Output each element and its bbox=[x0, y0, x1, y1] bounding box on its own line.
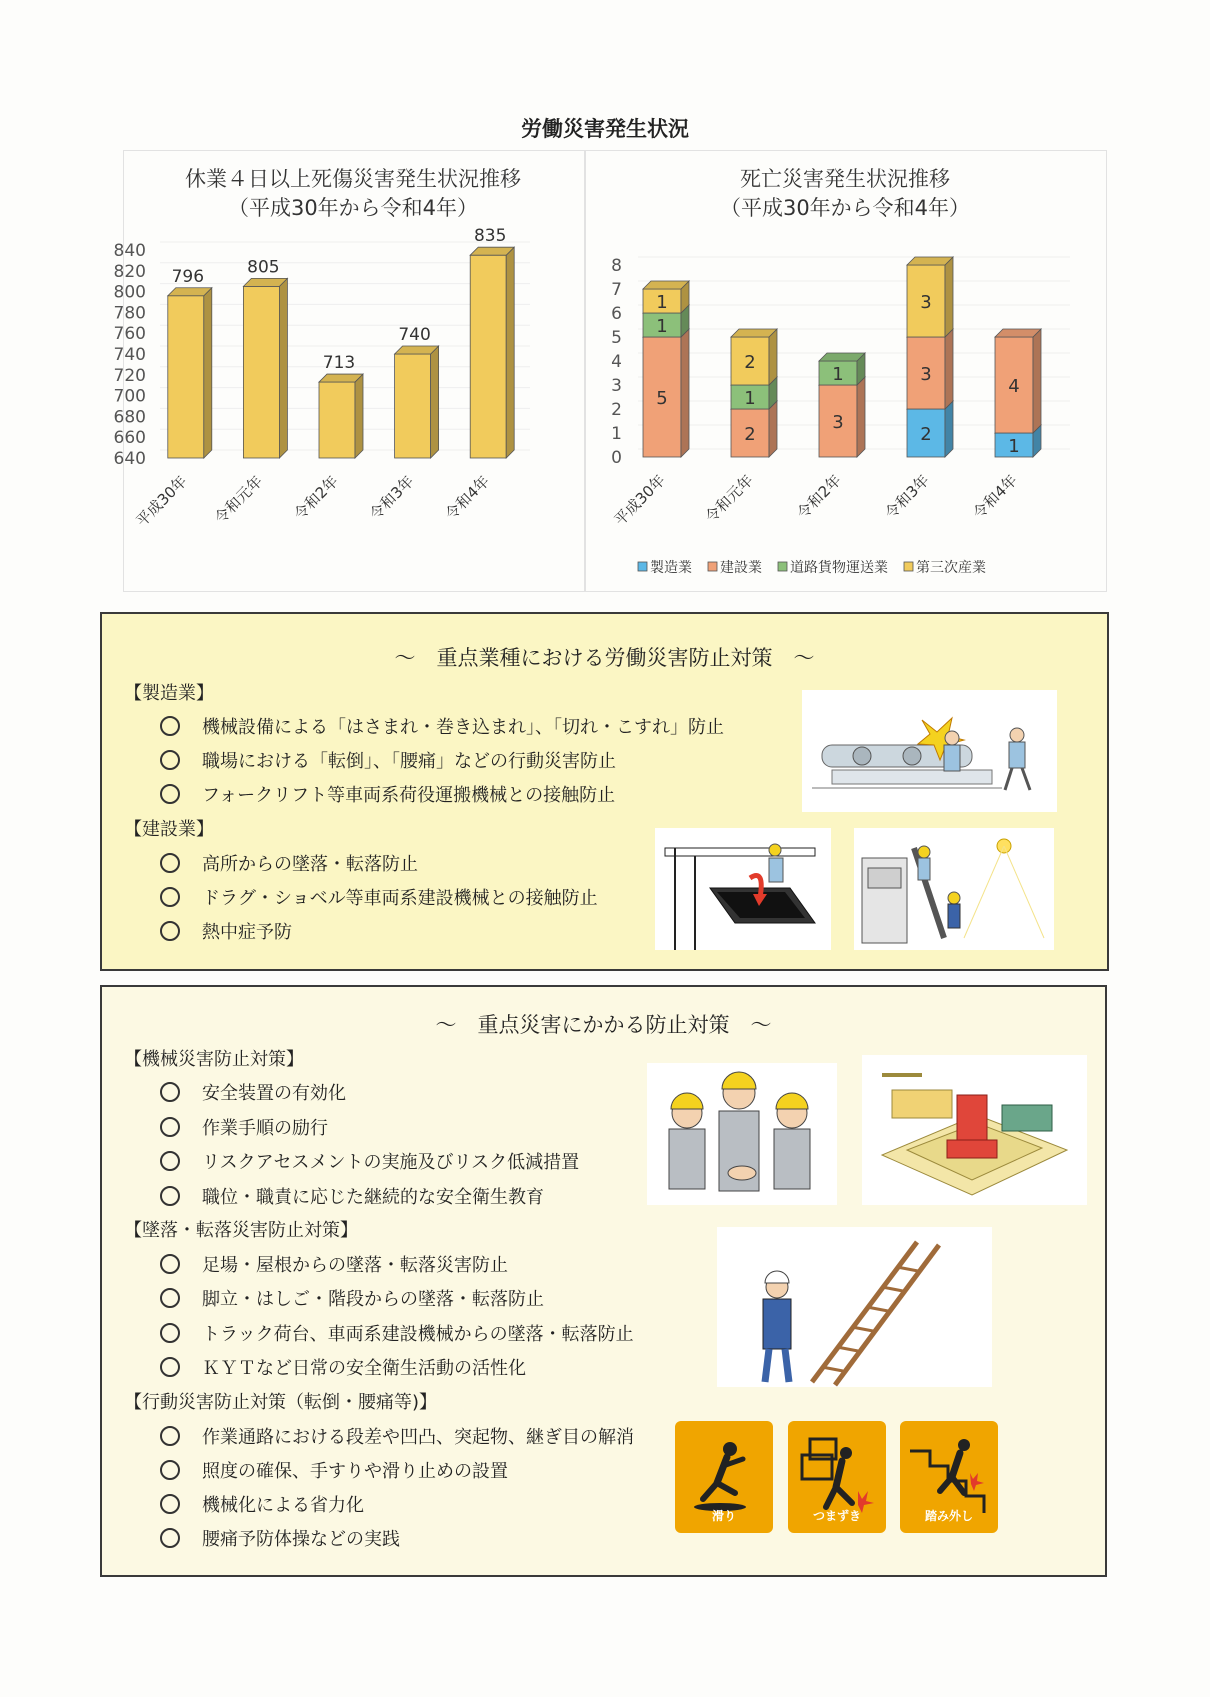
chart1-title bbox=[123, 165, 583, 223]
list-item-text: 作業手順の励行 bbox=[202, 1118, 328, 1139]
bar-side bbox=[355, 374, 363, 458]
data-label: 713 bbox=[322, 353, 356, 374]
y-tick-label: 700 bbox=[113, 386, 146, 407]
bar-segment-top bbox=[643, 281, 689, 289]
x-tick-label: 令和元年 bbox=[211, 472, 267, 528]
circle-bullet-icon bbox=[160, 716, 180, 736]
list-item-text: 熱中症予防 bbox=[202, 922, 292, 943]
y-tick-label: 7 bbox=[611, 280, 622, 300]
circle-bullet-icon bbox=[160, 750, 180, 770]
circle-bullet-icon bbox=[160, 887, 180, 907]
circle-bullet-icon bbox=[160, 1426, 180, 1446]
data-label: 1 bbox=[1008, 436, 1020, 457]
bar-front bbox=[319, 382, 355, 458]
x-tick-label: 令和4年 bbox=[441, 472, 494, 524]
y-tick-label: 8 bbox=[611, 256, 622, 276]
circle-bullet-icon bbox=[160, 1323, 180, 1343]
y-tick-label: 760 bbox=[113, 324, 146, 345]
data-label: 796 bbox=[171, 266, 205, 287]
list-item-text: トラック荷台、車両系建設機械からの墜落・転落防止 bbox=[202, 1324, 634, 1345]
bar bbox=[168, 288, 212, 458]
list-item-text: 機械設備による「はさまれ・巻き込まれ」、「切れ・こすれ」防止 bbox=[202, 717, 724, 738]
legend-swatch bbox=[708, 562, 717, 571]
y-tick-label: 3 bbox=[611, 376, 622, 396]
section1-category: 【建設業】 bbox=[124, 819, 214, 840]
circle-bullet-icon bbox=[160, 784, 180, 804]
list-item-text: 機械化による省力化 bbox=[202, 1495, 364, 1516]
list-item-text: 安全装置の有効化 bbox=[202, 1083, 346, 1104]
machine-hazard-illustration bbox=[802, 690, 1057, 812]
hazard-slip-label: 滑り bbox=[711, 1509, 736, 1523]
section1-category: 【製造業】 bbox=[124, 683, 214, 704]
y-tick-label: 5 bbox=[611, 328, 622, 348]
list-item-text: ＫＹＴなど日常の安全衛生活動の活性化 bbox=[202, 1358, 526, 1379]
list-item bbox=[160, 1183, 544, 1209]
section2-box bbox=[100, 985, 1107, 1577]
list-item bbox=[160, 1114, 328, 1140]
data-label: 3 bbox=[920, 292, 932, 313]
list-item bbox=[160, 1354, 526, 1380]
data-label: 805 bbox=[247, 257, 280, 278]
list-item bbox=[160, 1079, 346, 1105]
bar-segment-side bbox=[681, 329, 689, 457]
list-item-text: 職場における「転倒」、「腰痛」などの行動災害防止 bbox=[202, 751, 616, 772]
bar-front bbox=[168, 296, 204, 458]
list-item bbox=[160, 1285, 544, 1311]
bar-front bbox=[470, 255, 506, 458]
chart1-title-line: 休業４日以上死傷災害発生状況推移 bbox=[185, 167, 521, 191]
data-label: 1 bbox=[656, 316, 668, 337]
x-tick-label: 平成30年 bbox=[610, 471, 669, 530]
x-tick-label: 令和3年 bbox=[881, 471, 933, 523]
data-label: 2 bbox=[744, 424, 756, 445]
data-label: 4 bbox=[1008, 376, 1020, 397]
bar bbox=[319, 374, 363, 458]
construction-illustration bbox=[854, 828, 1054, 950]
circle-bullet-icon bbox=[160, 853, 180, 873]
data-label: 3 bbox=[920, 364, 932, 385]
data-label: 835 bbox=[473, 226, 507, 247]
data-label: 1 bbox=[832, 364, 844, 385]
legend-label: 製造業 bbox=[650, 560, 692, 576]
y-tick-label: 1 bbox=[611, 424, 622, 444]
section1-heading: ～ 重点業種における労働災害防止対策 ～ bbox=[394, 646, 815, 670]
opening-fall-illustration bbox=[655, 828, 831, 950]
bar-top bbox=[395, 346, 439, 354]
bar-top bbox=[168, 288, 212, 296]
data-label: 2 bbox=[744, 352, 756, 373]
section2-category: 【機械災害防止対策】 bbox=[124, 1049, 304, 1070]
y-tick-label: 780 bbox=[113, 303, 146, 324]
list-item-text: 職位・職責に応じた継続的な安全衛生教育 bbox=[202, 1187, 544, 1208]
y-tick-label: 640 bbox=[113, 449, 146, 469]
section2-category: 【墜落・転落災害防止対策】 bbox=[124, 1220, 358, 1241]
list-item-text: 足場・屋根からの墜落・転落災害防止 bbox=[202, 1255, 508, 1276]
section1-box bbox=[100, 612, 1109, 971]
bar-front bbox=[395, 354, 431, 458]
x-tick-label: 令和2年 bbox=[793, 471, 845, 523]
bar-segment-top bbox=[731, 329, 777, 337]
hazard-misstep-icon bbox=[900, 1421, 998, 1533]
list-item bbox=[160, 918, 292, 944]
bar-top bbox=[243, 278, 287, 286]
bar-segment-top bbox=[907, 257, 953, 265]
chart1-subtitle: （平成30年から令和4年） bbox=[227, 196, 479, 220]
y-tick-label: 800 bbox=[113, 282, 146, 303]
circle-bullet-icon bbox=[160, 1117, 180, 1137]
y-tick-label: 680 bbox=[113, 407, 146, 428]
bar-top bbox=[319, 374, 363, 382]
circle-bullet-icon bbox=[160, 1082, 180, 1102]
list-item bbox=[160, 1525, 400, 1551]
ladder-illustration bbox=[717, 1227, 992, 1387]
circle-bullet-icon bbox=[160, 1186, 180, 1206]
bar-top bbox=[470, 247, 514, 255]
list-item bbox=[160, 850, 418, 876]
bar-segment-top bbox=[995, 329, 1041, 337]
list-item bbox=[160, 1320, 634, 1346]
chart2-title-line: 死亡災害発生状況推移 bbox=[740, 167, 950, 191]
hazard-misstep-label: 踏み外し bbox=[924, 1509, 973, 1523]
bar-segment-side bbox=[857, 377, 865, 457]
x-tick-label: 平成30年 bbox=[132, 472, 191, 531]
list-item bbox=[160, 884, 598, 910]
list-item bbox=[160, 1148, 579, 1174]
legend-label: 道路貨物運送業 bbox=[790, 560, 888, 576]
list-item-text: 高所からの墜落・転落防止 bbox=[202, 854, 418, 875]
x-tick-label: 令和4年 bbox=[969, 471, 1021, 523]
chart2-title bbox=[585, 165, 1105, 223]
data-label: 2 bbox=[920, 424, 932, 445]
circle-bullet-icon bbox=[160, 1528, 180, 1548]
bar bbox=[395, 346, 439, 458]
circle-bullet-icon bbox=[160, 1151, 180, 1171]
circle-bullet-icon bbox=[160, 1460, 180, 1480]
bar-segment-side bbox=[1033, 329, 1041, 433]
bar-segment-side bbox=[945, 401, 953, 457]
list-item bbox=[160, 781, 615, 807]
chart2-subtitle: （平成30年から令和4年） bbox=[719, 196, 971, 220]
data-label: 3 bbox=[832, 412, 844, 433]
list-item bbox=[160, 1423, 634, 1449]
list-item bbox=[160, 1491, 364, 1517]
list-item-text: ドラグ・ショベル等車両系建設機械との接触防止 bbox=[202, 888, 598, 909]
bar-side bbox=[204, 288, 212, 458]
data-label: 5 bbox=[656, 388, 668, 409]
list-item-text: 照度の確保、手すりや滑り止めの設置 bbox=[202, 1461, 508, 1482]
y-tick-label: 6 bbox=[611, 304, 622, 324]
list-item bbox=[160, 1251, 508, 1277]
y-tick-label: 4 bbox=[611, 352, 622, 372]
bar bbox=[470, 247, 514, 458]
bar-segment-side bbox=[769, 329, 777, 385]
list-item bbox=[160, 1457, 508, 1483]
y-tick-label: 820 bbox=[113, 261, 146, 282]
y-tick-label: 2 bbox=[611, 400, 622, 420]
chart2-svg bbox=[600, 255, 1100, 585]
circle-bullet-icon bbox=[160, 1494, 180, 1514]
list-item-text: 作業通路における段差や凹凸、突起物、継ぎ目の解消 bbox=[202, 1427, 634, 1448]
y-tick-label: 660 bbox=[113, 428, 146, 449]
list-item-text: フォークリフト等車両系荷役運搬機械との接触防止 bbox=[202, 785, 616, 806]
list-item bbox=[160, 747, 616, 773]
chart1-svg bbox=[110, 226, 540, 590]
legend-label: 第三次産業 bbox=[916, 560, 986, 576]
bar-segment-top bbox=[819, 353, 865, 361]
bar-side bbox=[506, 247, 514, 458]
legend-label: 建設業 bbox=[720, 560, 762, 576]
circle-bullet-icon bbox=[160, 1357, 180, 1377]
bar-front bbox=[243, 286, 279, 458]
data-label: 740 bbox=[398, 325, 431, 345]
list-item-text: 脚立・はしご・階段からの墜落・転落防止 bbox=[202, 1289, 544, 1310]
list-item-text: 腰痛予防体操などの実践 bbox=[202, 1529, 400, 1550]
circle-bullet-icon bbox=[160, 921, 180, 941]
hazard-trip-icon bbox=[788, 1421, 886, 1533]
circle-bullet-icon bbox=[160, 1288, 180, 1308]
bar-side bbox=[279, 278, 287, 458]
circle-bullet-icon bbox=[160, 1254, 180, 1274]
y-tick-label: 740 bbox=[113, 345, 146, 365]
bar bbox=[243, 278, 287, 458]
x-tick-label: 令和2年 bbox=[290, 472, 342, 524]
section2-category: 【行動災害防止対策（転倒・腰痛等)】 bbox=[124, 1392, 438, 1413]
y-tick-label: 840 bbox=[113, 241, 146, 261]
page-title: 労働災害発生状況 bbox=[521, 117, 689, 141]
bar-segment-side bbox=[945, 329, 953, 409]
y-tick-label: 0 bbox=[611, 448, 622, 468]
list-item-text: リスクアセスメントの実施及びリスク低減措置 bbox=[202, 1152, 580, 1173]
legend-swatch bbox=[904, 562, 913, 571]
bar-segment-side bbox=[945, 257, 953, 337]
section2-heading: ～ 重点災害にかかる防止対策 ～ bbox=[435, 1013, 772, 1037]
legend-swatch bbox=[778, 562, 787, 571]
list-item bbox=[160, 713, 724, 739]
hazard-slip-icon bbox=[675, 1421, 773, 1533]
y-tick-label: 720 bbox=[113, 365, 146, 386]
data-label: 1 bbox=[656, 292, 668, 313]
data-label: 1 bbox=[744, 388, 756, 409]
legend-swatch bbox=[638, 562, 647, 571]
workers-handshake-illustration bbox=[647, 1063, 837, 1205]
bar-side bbox=[431, 346, 439, 458]
x-tick-label: 令和元年 bbox=[701, 471, 757, 527]
safety-device-illustration bbox=[862, 1055, 1087, 1205]
bar-segment-side bbox=[769, 401, 777, 457]
hazard-trip-label: つまずき bbox=[812, 1509, 861, 1523]
x-tick-label: 令和3年 bbox=[366, 472, 418, 524]
